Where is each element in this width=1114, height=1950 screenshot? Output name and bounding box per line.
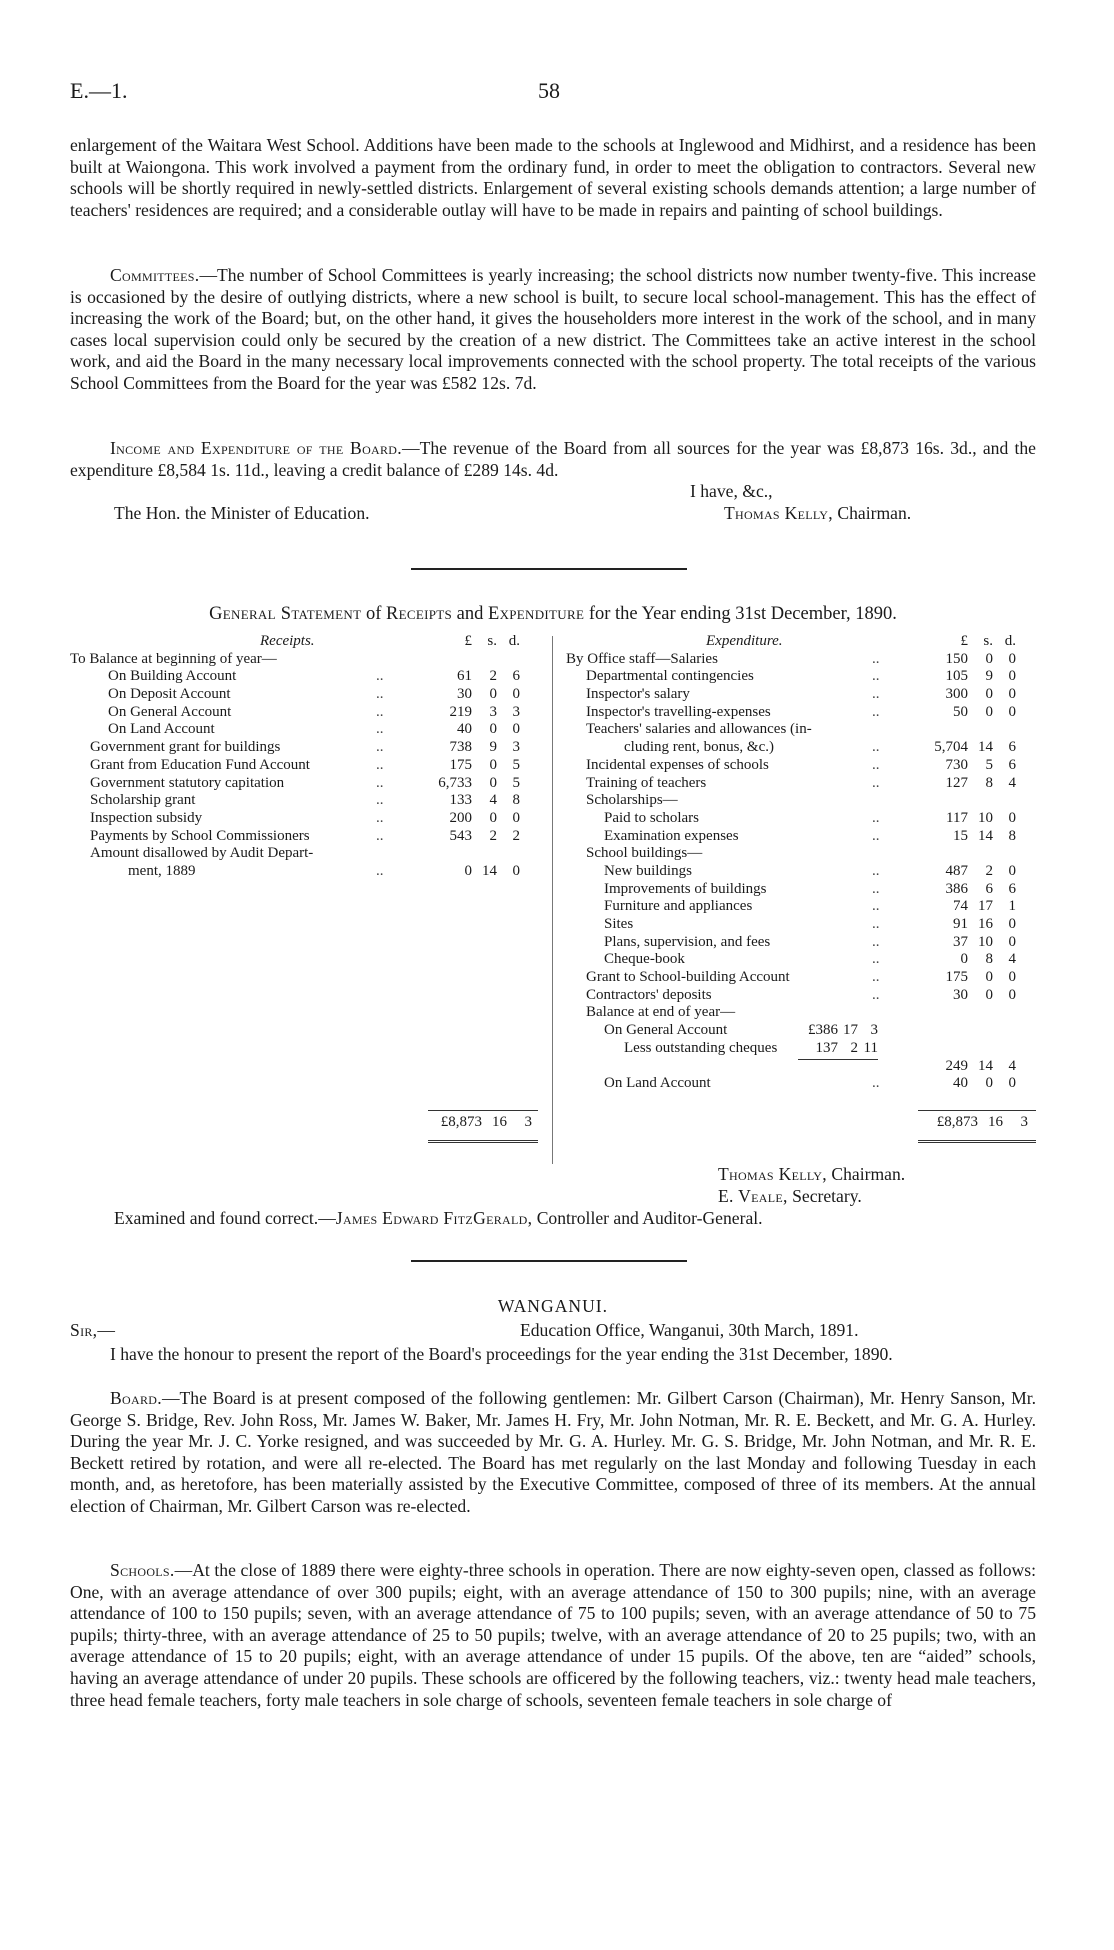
leader-dots: .. [872, 1075, 880, 1092]
signature-chairman-2 [718, 1164, 905, 1185]
receipt-amount-shillings: 0 [489, 686, 497, 703]
expenditure-amount-pence: 0 [1008, 1075, 1016, 1092]
expenditure-row [566, 987, 1036, 1005]
expenditure-label: Scholarships— [586, 792, 678, 809]
expenditure-amount-pence: 0 [1008, 916, 1016, 932]
expenditure-amount-pounds: 487 [945, 862, 968, 879]
expenditure-label: Cheque-book [604, 951, 685, 968]
receipt-amount-shillings: 0 [489, 774, 497, 791]
receipt-label: Government statutory capitation [90, 774, 285, 791]
expenditure-row [566, 757, 1036, 775]
receipts-header: Receipts. [260, 633, 315, 649]
expenditure-amount-shillings: 0 [985, 686, 993, 703]
expenditure-amount-pounds: 74 [953, 898, 968, 915]
expenditure-amount-shillings: 0 [985, 986, 993, 1003]
pence-header: d. [1004, 633, 1016, 649]
leader-dots: .. [872, 916, 880, 932]
expenditure-label: Departmental contingencies [586, 668, 754, 685]
expenditure-amount-pence: 0 [1008, 862, 1016, 879]
expenditure-amount-pence: 0 [1008, 686, 1016, 703]
expenditure-label: Teachers' salaries and allowances (in- [586, 721, 812, 738]
receipt-label: Scholarship grant [90, 792, 196, 809]
expenditure-row [566, 686, 1036, 704]
audit-line [114, 1208, 763, 1229]
expenditure-total-row [566, 1114, 1036, 1132]
expenditure-amount-pence: 4 [1008, 774, 1016, 791]
receipt-amount-pounds: 0 [464, 862, 472, 879]
auditor-role: Controller and Auditor-General. [536, 1208, 763, 1228]
receipt-row [70, 845, 550, 863]
signer-name: Thomas Kelly, [724, 503, 833, 523]
inner-amount-l: 137 [815, 1039, 838, 1056]
receipt-amount-pounds: 61 [457, 668, 472, 685]
receipt-label: On Building Account [108, 668, 237, 685]
expenditure-amount-shillings: 16 [978, 916, 993, 932]
expenditure-row [566, 969, 1036, 987]
receipt-amount-pence: 0 [512, 809, 520, 826]
receipt-row [70, 863, 550, 881]
expenditure-label: Examination expenses [604, 827, 739, 844]
expenditure-amount-pounds: 50 [953, 703, 968, 720]
expenditure-amount-pence: 6 [1008, 756, 1016, 773]
committees-heading: Committees. [110, 265, 200, 285]
receipt-amount-pence: 5 [512, 756, 520, 773]
expenditure-amount-pounds: 117 [946, 809, 968, 826]
leader-dots: .. [376, 862, 384, 879]
leader-dots: .. [872, 686, 880, 703]
leader-dots: .. [376, 668, 384, 685]
receipts-table [70, 633, 550, 881]
receipt-amount-shillings: 0 [489, 756, 497, 773]
receipt-row [70, 757, 550, 775]
expenditure-label: On Land Account [604, 1075, 711, 1092]
closing-line: I have, &c., [690, 481, 773, 501]
expenditure-amount-pounds: 730 [945, 756, 968, 773]
expenditure-label: By Office staff—Salaries [566, 650, 718, 667]
leader-dots: .. [872, 739, 880, 756]
expenditure-table [566, 633, 1036, 1093]
expenditure-row [566, 1058, 1036, 1076]
expenditure-row [566, 934, 1036, 952]
expenditure-label: Improvements of buildings [604, 880, 767, 897]
signature-role: Secretary. [792, 1186, 862, 1206]
board-paragraph [70, 1388, 1036, 1518]
leader-dots: .. [872, 703, 880, 720]
leader-dots: .. [872, 986, 880, 1003]
leader-dots: .. [376, 792, 384, 809]
expenditure-row [566, 775, 1036, 793]
receipt-row [70, 828, 550, 846]
expenditure-label: Paid to scholars [604, 809, 699, 826]
total-pence: 3 [1020, 1114, 1028, 1130]
receipt-amount-pounds: 219 [449, 703, 472, 720]
section-divider [411, 568, 687, 570]
page-number: 58 [538, 78, 560, 103]
receipt-amount-shillings: 14 [482, 862, 497, 879]
income-text: —The revenue of the Board from all sources for the year was £8,873 16s. 3d., and the expenditure £8,584 1s. 11d., leaving a credit balance of £289 14s. 4d. [70, 438, 1036, 480]
leader-dots: .. [376, 774, 384, 791]
leader-dots: .. [376, 703, 384, 720]
expenditure-amount-shillings: 14 [978, 827, 993, 844]
receipt-amount-shillings: 0 [489, 809, 497, 826]
leader-dots: .. [872, 862, 880, 879]
audit-text: Examined and found correct.— [114, 1208, 336, 1228]
expenditure-amount-pence: 6 [1008, 739, 1016, 756]
receipt-amount-pence: 3 [512, 703, 520, 720]
expenditure-amount-shillings: 9 [985, 668, 993, 685]
receipt-amount-pence: 0 [512, 721, 520, 738]
expenditure-amount-pence: 4 [1008, 1057, 1016, 1074]
expenditure-amount-pence: 4 [1008, 951, 1016, 968]
receipt-label: On Deposit Account [108, 686, 231, 703]
expenditure-rows [566, 651, 1036, 1093]
total-pence: 3 [524, 1114, 532, 1130]
receipts-header-row [70, 633, 550, 651]
leader-dots: .. [376, 721, 384, 738]
receipt-amount-pounds: 133 [449, 792, 472, 809]
receipt-label: Government grant for buildings [90, 739, 281, 756]
expenditure-amount-pounds: 0 [960, 951, 968, 968]
receipt-amount-shillings: 3 [489, 703, 497, 720]
expenditure-amount-pounds: 37 [953, 933, 968, 950]
expenditure-amount-pence: 0 [1008, 650, 1016, 667]
receipt-amount-shillings: 2 [489, 668, 497, 685]
inner-amount-d: 3 [870, 1022, 878, 1039]
receipt-row [70, 721, 550, 739]
receipts-rows [70, 651, 550, 881]
subtotal-rule [798, 1059, 878, 1060]
expenditure-amount-pounds: 30 [953, 986, 968, 1003]
expenditure-amount-shillings: 5 [985, 756, 993, 773]
leader-dots: .. [872, 650, 880, 667]
intro-paragraph: enlargement of the Waitara West School. Additions have been made to the schools at Inglewood and Midhirst, and a residence has been built at Waiongona. This work involved a payment from the ordinary fund, in order to meet the obligation to contractors. Several new schools will be shortly required in newly-settled districts. Enlargement of several existing schools demands attention; a large number of teachers' residences are required; and a considerable outlay will have to be made in repairs and painting of school buildings. [70, 135, 1036, 220]
expenditure-amount-shillings: 8 [985, 774, 993, 791]
receipts-total [70, 1114, 550, 1132]
total-pounds: £8,873 [936, 1114, 978, 1130]
expenditure-amount-pence: 0 [1008, 969, 1016, 986]
expenditure-label: Grant to School-building Account [586, 969, 790, 986]
inner-amount-d: 11 [863, 1039, 878, 1056]
receipt-amount-pounds: 543 [449, 827, 472, 844]
title-part: Expenditure [487, 604, 585, 624]
receipt-amount-pence: 2 [512, 827, 520, 844]
expenditure-amount-pounds: 5,704 [934, 739, 968, 756]
expenditure-amount-shillings: 10 [978, 809, 993, 826]
title-part: Receipts [385, 604, 453, 624]
expenditure-label: Training of teachers [586, 774, 707, 791]
expenditure-amount-pounds: 105 [945, 668, 968, 685]
salutation: Sir,— [70, 1320, 116, 1340]
inner-amount-s: 17 [843, 1022, 858, 1039]
title-part: of [365, 604, 382, 624]
leader-dots: .. [376, 686, 384, 703]
total-shillings: 16 [492, 1114, 507, 1130]
income-paragraph [70, 438, 1036, 481]
signature-chairman-1 [724, 503, 911, 524]
column-divider [552, 636, 553, 1164]
leader-dots: .. [872, 880, 880, 897]
receipt-amount-shillings: 4 [489, 792, 497, 809]
title-part: for the Year ending 31st December, 1890. [588, 604, 897, 624]
expenditure-row [566, 704, 1036, 722]
receipt-label: Grant from Education Fund Account [90, 756, 310, 773]
pence-header: d. [508, 633, 520, 649]
leader-dots: .. [872, 668, 880, 685]
expenditure-amount-pounds: 386 [945, 880, 968, 897]
expenditure-amount-pounds: 175 [945, 969, 968, 986]
leader-dots: .. [376, 809, 384, 826]
income-heading: Income and Expenditure of the Board. [110, 438, 402, 458]
receipt-label: ment, 1889 [128, 862, 196, 879]
leader-dots: .. [872, 898, 880, 915]
pounds-header: £ [960, 633, 968, 649]
expenditure-row [566, 1004, 1036, 1022]
leader-dots: .. [872, 774, 880, 791]
statement-title [70, 604, 1036, 625]
expenditure-row [566, 721, 1036, 739]
expenditure-amount-shillings: 0 [985, 969, 993, 986]
expenditure-header-row [566, 633, 1036, 651]
receipt-label: On Land Account [108, 721, 215, 738]
receipt-row [70, 704, 550, 722]
expenditure-double-rule [918, 1140, 1036, 1143]
expenditure-row [566, 668, 1036, 686]
expenditure-row [566, 881, 1036, 899]
receipt-amount-pounds: 30 [457, 686, 472, 703]
schools-text: —At the close of 1889 there were eighty-three schools in operation. There are now eighty-seven open, classed as follows: One, with an average attendance of over 300 pupils; eight, with an average attendance of 150 to 300 pupils; nine, with an average attendance of 100 to 150 pupils; seven, with an average attendance of 75 to 100 pupils; seven, with an average attendance of 50 to 75 pupils; thirty-three, with an average attendance of 25 to 50 pupils; twelve, with an average attendance of 20 to 25 pupils; two, with an average attendance of 15 to 20 pupils; eight, with an average attendance of under 15 pupils. Of the above, ten are “aided” schools, having an average attendance of under 20 pupils. These schools are officered by the following teachers, viz.: twenty head male teachers, three head female teachers, forty male teachers in sole charge of schools, seventeen female teachers in sole charge of [70, 1560, 1036, 1710]
receipt-amount-pounds: 738 [449, 739, 472, 756]
expenditure-row [566, 792, 1036, 810]
total-pounds: £8,873 [440, 1114, 482, 1130]
receipt-amount-pence: 3 [512, 739, 520, 756]
expenditure-row [566, 916, 1036, 934]
receipt-amount-pounds: 200 [449, 809, 472, 826]
committees-text: —The number of School Committees is yearly increasing; the school districts now number twenty-five. This increase is occasioned by the desire of outlying districts, where a new school is built, to secure local school-management. This has the effect of increasing the work of the Board; but, on the other hand, it gives the householders more interest in the work of the school, and in many cases local supervision could only be secured by the creation of a new district. The Committees take an active interest in the school work, and aid the Board in the many necessary local improvements connected with the school property. The total receipts of the various School Committees from the Board for the year was £582 12s. 7d. [70, 265, 1036, 393]
receipt-amount-shillings: 2 [489, 827, 497, 844]
leader-dots: .. [376, 827, 384, 844]
expenditure-row [566, 845, 1036, 863]
signature-role: Chairman. [831, 1164, 906, 1184]
receipt-amount-pence: 8 [512, 792, 520, 809]
expenditure-amount-shillings: 10 [978, 933, 993, 950]
receipt-row [70, 686, 550, 704]
receipt-label: To Balance at beginning of year— [70, 650, 277, 667]
expenditure-amount-shillings: 2 [985, 862, 993, 879]
expenditure-amount-shillings: 14 [978, 1057, 993, 1074]
office-line: Education Office, Wanganui, 30th March, 1891. [520, 1320, 859, 1340]
expenditure-row [566, 863, 1036, 881]
expenditure-row [566, 898, 1036, 916]
expenditure-amount-pence: 0 [1008, 809, 1016, 826]
expenditure-row [566, 810, 1036, 828]
expenditure-header: Expenditure. [706, 633, 783, 649]
receipt-amount-pence: 5 [512, 774, 520, 791]
expenditure-label: Sites [604, 916, 634, 932]
pounds-header: £ [464, 633, 472, 649]
signature-name: Thomas Kelly, [718, 1164, 827, 1184]
receipt-amount-pence: 0 [512, 862, 520, 879]
expenditure-amount-pence: 0 [1008, 668, 1016, 685]
auditor-name: James Edward FitzGerald, [335, 1208, 533, 1228]
expenditure-label: School buildings— [586, 845, 703, 862]
receipt-row [70, 668, 550, 686]
expenditure-amount-shillings: 0 [985, 1075, 993, 1092]
expenditure-row [566, 651, 1036, 669]
expenditure-total [566, 1114, 1036, 1132]
leader-dots: .. [872, 827, 880, 844]
total-shillings: 16 [988, 1114, 1003, 1130]
expenditure-row [566, 739, 1036, 757]
receipt-amount-pounds: 6,733 [438, 774, 472, 791]
receipt-row [70, 775, 550, 793]
expenditure-row [566, 1075, 1036, 1093]
receipt-row [70, 810, 550, 828]
expenditure-total-rule [918, 1110, 1036, 1111]
expenditure-amount-shillings: 0 [985, 650, 993, 667]
expenditure-label: Balance at end of year— [586, 1004, 736, 1021]
board-text: —The Board is at present composed of the following gentlemen: Mr. Gilbert Carson (Chairman), Mr. Henry Sanson, Mr. George S. Bridge, Rev. John Ross, Mr. James W. Baker, Mr. James H. Fry, Mr. John Notman, Mr. R. E. Beckett, and Mr. G. A. Hurley. During the year Mr. J. C. Yorke resigned, and was succeeded by Mr. G. A. Hurley. Mr. G. S. Bridge, Mr. John Notman, and Mr. R. E. Beckett retired by rotation, and were all re-elected. The Board has met regularly on the last Monday and following Tuesday in each month, and, as heretofore, has been materially assisted by the Executive Committee, composed of three of its members. At the annual election of Chairman, Mr. Gilbert Carson was re-elected. [70, 1388, 1036, 1516]
expenditure-row [566, 951, 1036, 969]
receipt-label: Amount disallowed by Audit Depart- [90, 845, 314, 862]
expenditure-amount-pounds: 127 [945, 774, 968, 791]
title-part: General Statement [209, 604, 362, 624]
receipt-label: Inspection subsidy [90, 809, 203, 826]
expenditure-amount-pence: 0 [1008, 986, 1016, 1003]
section-title: WANGANUI. [497, 1296, 609, 1316]
expenditure-amount-shillings: 14 [978, 739, 993, 756]
shillings-header: s. [487, 633, 497, 649]
document-reference: E.—1. [70, 78, 128, 103]
expenditure-amount-pence: 1 [1008, 898, 1016, 915]
expenditure-amount-pounds: 15 [953, 827, 968, 844]
expenditure-label: Contractors' deposits [586, 986, 712, 1003]
schools-paragraph [70, 1560, 1036, 1711]
leader-dots: .. [872, 933, 880, 950]
expenditure-amount-pounds: 300 [945, 686, 968, 703]
title-part: and [456, 604, 484, 624]
expenditure-label: On General Account [604, 1022, 728, 1039]
leader-dots: .. [872, 951, 880, 968]
receipts-total-row [70, 1114, 550, 1132]
signer-role: Chairman. [837, 503, 912, 523]
committees-paragraph [70, 265, 1036, 395]
leader-dots: .. [872, 756, 880, 773]
expenditure-amount-pence: 0 [1008, 933, 1016, 950]
expenditure-row [566, 1022, 1036, 1040]
expenditure-amount-pounds: 40 [953, 1075, 968, 1092]
expenditure-amount-pence: 0 [1008, 703, 1016, 720]
leader-dots: .. [872, 969, 880, 986]
expenditure-amount-shillings: 17 [978, 898, 993, 915]
expenditure-label: cluding rent, bonus, &c.) [624, 739, 774, 756]
inner-amount-l: £386 [808, 1022, 838, 1039]
leader-dots: .. [376, 739, 384, 756]
receipts-total-rule [428, 1110, 538, 1111]
expenditure-label: Inspector's salary [586, 686, 690, 703]
expenditure-row [566, 1040, 1036, 1058]
schools-heading: Schools. [110, 1560, 175, 1580]
receipt-amount-shillings: 0 [489, 721, 497, 738]
receipt-row [70, 651, 550, 669]
expenditure-amount-shillings: 6 [985, 880, 993, 897]
expenditure-amount-pounds: 91 [953, 916, 968, 932]
receipt-amount-pence: 6 [512, 668, 520, 685]
receipt-row [70, 792, 550, 810]
receipt-row [70, 739, 550, 757]
expenditure-amount-pounds: 249 [945, 1057, 968, 1074]
signature-name: E. Veale, [718, 1186, 788, 1206]
opening-paragraph: I have the honour to present the report of the Board's proceedings for the year ending the 31st December, 1890. [110, 1344, 893, 1364]
signature-secretary [718, 1186, 862, 1207]
expenditure-amount-shillings: 0 [985, 703, 993, 720]
expenditure-label: Incidental expenses of schools [586, 756, 769, 773]
expenditure-label: New buildings [604, 862, 692, 879]
receipt-amount-pounds: 40 [457, 721, 472, 738]
receipts-double-rule [428, 1140, 538, 1143]
expenditure-amount-pence: 6 [1008, 880, 1016, 897]
receipt-amount-pounds: 175 [449, 756, 472, 773]
receipt-amount-shillings: 9 [489, 739, 497, 756]
addressee: The Hon. the Minister of Education. [114, 503, 370, 523]
expenditure-row [566, 828, 1036, 846]
expenditure-amount-pence: 8 [1008, 827, 1016, 844]
expenditure-amount-shillings: 8 [985, 951, 993, 968]
board-heading: Board. [110, 1388, 162, 1408]
leader-dots: .. [872, 809, 880, 826]
expenditure-label: Plans, supervision, and fees [604, 933, 771, 950]
receipt-label: On General Account [108, 703, 232, 720]
leader-dots: .. [376, 756, 384, 773]
receipt-label: Payments by School Commissioners [90, 827, 310, 844]
expenditure-label: Inspector's travelling-expenses [586, 703, 771, 720]
receipt-amount-pence: 0 [512, 686, 520, 703]
shillings-header: s. [983, 633, 993, 649]
expenditure-label: Furniture and appliances [604, 898, 753, 915]
section-divider [411, 1260, 687, 1262]
expenditure-label: Less outstanding cheques [624, 1039, 778, 1056]
inner-amount-s: 2 [850, 1039, 858, 1056]
expenditure-amount-pounds: 150 [945, 650, 968, 667]
